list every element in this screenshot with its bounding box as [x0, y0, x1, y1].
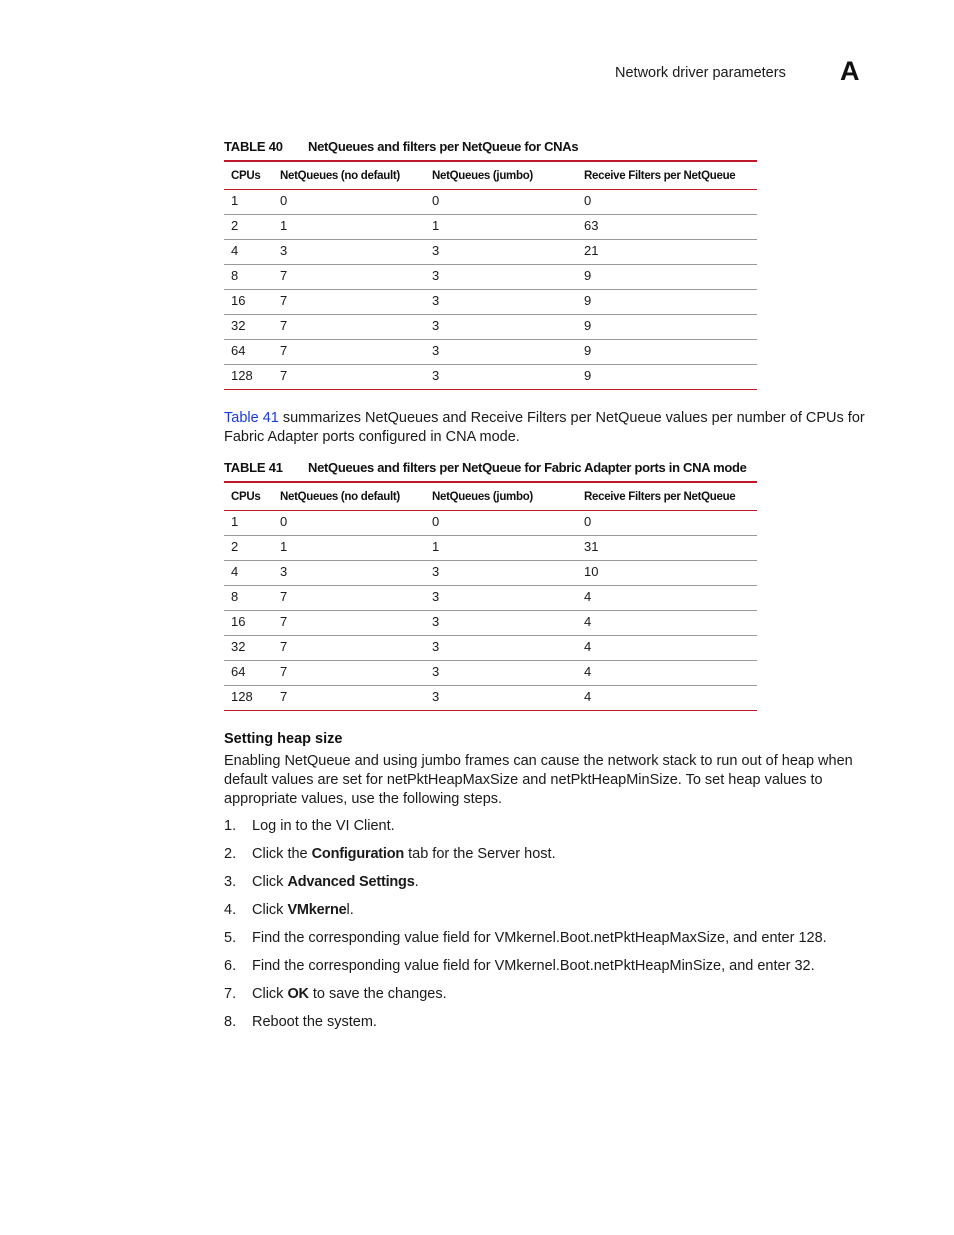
heap-steps-list — [224, 817, 884, 1041]
table-cell: 63 — [577, 215, 757, 240]
step-item — [224, 873, 884, 901]
step-text-pre: Click — [252, 902, 288, 918]
table-cell: 9 — [577, 290, 757, 315]
table-cell: 4 — [577, 661, 757, 686]
table-cell: 3 — [432, 689, 440, 704]
column-header-cpus: CPUs — [224, 161, 273, 190]
step-ui-term: Advanced Settings — [287, 874, 415, 890]
step-item — [224, 957, 884, 985]
table-row — [224, 365, 757, 390]
table-cell: 1 — [224, 190, 273, 215]
table-cell: 0 — [577, 190, 757, 215]
table-row — [224, 686, 757, 711]
table-cell: 16 — [224, 611, 273, 636]
table-row — [224, 511, 757, 536]
table-cell: 7 — [273, 265, 425, 290]
step-text — [252, 929, 827, 948]
step-ui-term: VMkerne — [287, 902, 347, 918]
table-cell: 3 — [425, 290, 577, 315]
table-cell: 64 — [224, 661, 273, 686]
table-row — [224, 315, 757, 340]
table-cell: 0 — [425, 511, 577, 536]
step-text-post: to save the changes. — [308, 986, 447, 1002]
step-text-pre: Log in to the VI Client. — [252, 818, 395, 834]
table-cell: 1 — [273, 215, 425, 240]
table-cell: 3 — [425, 265, 577, 290]
section-heading-heap-size: Setting heap size — [224, 731, 343, 747]
table-cell: 31 — [577, 536, 757, 561]
table-cell: 3 — [425, 561, 577, 586]
step-number: 5. — [224, 930, 237, 946]
table-41-title: NetQueues and filters per NetQueue for Fabric Adapter ports in CNA mode — [308, 460, 747, 475]
table-cell: 2 — [224, 215, 273, 240]
table-cell: 3 — [273, 240, 425, 265]
step-text — [252, 817, 395, 836]
column-header-receive-filters: Receive Filters per NetQueue — [577, 482, 757, 511]
heap-paragraph: Enabling NetQueue and using jumbo frames can cause the network stack to run out of heap when default values are set for netPktHeapMaxSize and netPktHeapMinSize. To set heap values to appropriate values, use the following steps. — [224, 753, 853, 807]
table-row — [224, 661, 757, 686]
table-41-caption — [224, 460, 747, 475]
table-cell: 3 — [425, 315, 577, 340]
table-cell: 3 — [425, 636, 577, 661]
step-number: 3. — [224, 874, 237, 890]
step-text — [252, 901, 354, 920]
table-cell: 3 — [425, 586, 577, 611]
step-text-pre: Click — [252, 986, 288, 1002]
table-cell: 9 — [577, 340, 757, 365]
table-row — [224, 265, 757, 290]
table-40-number: TABLE 40 — [224, 139, 283, 154]
table-cell: 2 — [224, 536, 273, 561]
table-cell: 8 — [224, 586, 273, 611]
table-cell: 9 — [577, 265, 757, 290]
table-cell: 9 — [584, 368, 592, 383]
step-text — [252, 957, 815, 976]
table-cell: 0 — [577, 511, 757, 536]
table-row — [224, 240, 757, 265]
table-cell: 3 — [432, 368, 440, 383]
table-cell: 0 — [273, 190, 425, 215]
table-cell: 3 — [273, 561, 425, 586]
step-text-pre: Click — [252, 874, 288, 890]
table-cell: 1 — [273, 536, 425, 561]
table-cell: 0 — [425, 190, 577, 215]
step-item — [224, 929, 884, 957]
table-cell: 1 — [224, 511, 273, 536]
table-row — [224, 340, 757, 365]
step-item — [224, 845, 884, 873]
table-row — [224, 561, 757, 586]
step-text — [252, 845, 556, 864]
table-row — [224, 611, 757, 636]
column-header-netqueues-jumbo: NetQueues (jumbo) — [425, 161, 577, 190]
table-row — [224, 190, 757, 215]
appendix-letter: A — [840, 56, 860, 86]
step-ui-term: Configuration — [311, 846, 405, 862]
step-text-post: l. — [346, 902, 354, 918]
table-40 — [224, 160, 757, 390]
running-header-title: Network driver parameters — [615, 65, 786, 81]
table-cell: 4 — [577, 636, 757, 661]
table-cell: 3 — [425, 340, 577, 365]
step-number: 2. — [224, 846, 237, 862]
column-header-netqueues-no-default: NetQueues (no default) — [273, 482, 425, 511]
table-cell: 3 — [425, 240, 577, 265]
table-cell: 1 — [425, 215, 577, 240]
table-cell: 7 — [273, 661, 425, 686]
table-cell: 32 — [224, 636, 273, 661]
table-row — [224, 536, 757, 561]
table-header-row — [224, 482, 757, 511]
table-cell: 10 — [577, 561, 757, 586]
table-row — [224, 290, 757, 315]
step-number: 4. — [224, 902, 237, 918]
table-cell: 3 — [425, 611, 577, 636]
step-text-post: . — [414, 874, 419, 890]
table-cell: 4 — [577, 586, 757, 611]
table-cell: 7 — [273, 290, 425, 315]
step-ui-term: OK — [287, 986, 309, 1002]
table-41-number: TABLE 41 — [224, 460, 283, 475]
table-row — [224, 586, 757, 611]
table-cell: 21 — [577, 240, 757, 265]
step-number: 1. — [224, 818, 237, 834]
table-40-title: NetQueues and filters per NetQueue for CNAs — [308, 139, 579, 154]
table-cell: 7 — [273, 340, 425, 365]
step-text — [252, 985, 447, 1004]
table-cell: 128 — [231, 689, 253, 704]
table-cell: 9 — [577, 315, 757, 340]
table-cell: 4 — [224, 240, 273, 265]
table-cell: 4 — [577, 611, 757, 636]
step-text-pre: Find the corresponding value field for VMkernel.Boot.netPktHeapMaxSize, and enter 128. — [252, 930, 827, 946]
table-cell: 7 — [273, 586, 425, 611]
table-cell: 128 — [231, 368, 253, 383]
column-header-netqueues-no-default: NetQueues (no default) — [273, 161, 425, 190]
table-cell: 7 — [273, 315, 425, 340]
table-row — [224, 636, 757, 661]
table-cell: 4 — [584, 689, 592, 704]
table-41-link[interactable]: Table 41 — [224, 410, 279, 426]
step-item — [224, 901, 884, 929]
table-cell: 7 — [273, 611, 425, 636]
step-text-pre: Find the corresponding value field for VMkernel.Boot.netPktHeapMinSize, and enter 32. — [252, 958, 815, 974]
column-header-cpus: CPUs — [224, 482, 273, 511]
step-text — [252, 1013, 377, 1032]
column-header-receive-filters: Receive Filters per NetQueue — [577, 161, 757, 190]
table-cell: 64 — [224, 340, 273, 365]
table-cell: 7 — [280, 689, 288, 704]
table-cell: 4 — [224, 561, 273, 586]
column-header-netqueues-jumbo: NetQueues (jumbo) — [425, 482, 577, 511]
step-text — [252, 873, 419, 892]
table-41-intro-text: summarizes NetQueues and Receive Filters per NetQueue values per number of CPUs for Fabric Adapter ports configured in CNA mode. — [224, 410, 865, 445]
table-cell: 16 — [224, 290, 273, 315]
step-item — [224, 1013, 884, 1041]
step-text-pre: Click the — [252, 846, 312, 862]
table-cell: 8 — [224, 265, 273, 290]
step-number: 6. — [224, 958, 237, 974]
step-number: 8. — [224, 1014, 237, 1030]
step-item — [224, 985, 884, 1013]
step-item — [224, 817, 884, 845]
table-cell: 1 — [425, 536, 577, 561]
table-41-intro — [224, 409, 874, 447]
table-40-caption — [224, 139, 578, 154]
step-text-post: tab for the Server host. — [404, 846, 556, 862]
table-41 — [224, 481, 757, 711]
table-cell: 7 — [273, 636, 425, 661]
step-number: 7. — [224, 986, 237, 1002]
table-header-row — [224, 161, 757, 190]
step-text-pre: Reboot the system. — [252, 1014, 377, 1030]
table-row — [224, 215, 757, 240]
table-cell: 7 — [280, 368, 288, 383]
table-cell: 32 — [224, 315, 273, 340]
table-cell: 3 — [425, 661, 577, 686]
table-cell: 0 — [273, 511, 425, 536]
